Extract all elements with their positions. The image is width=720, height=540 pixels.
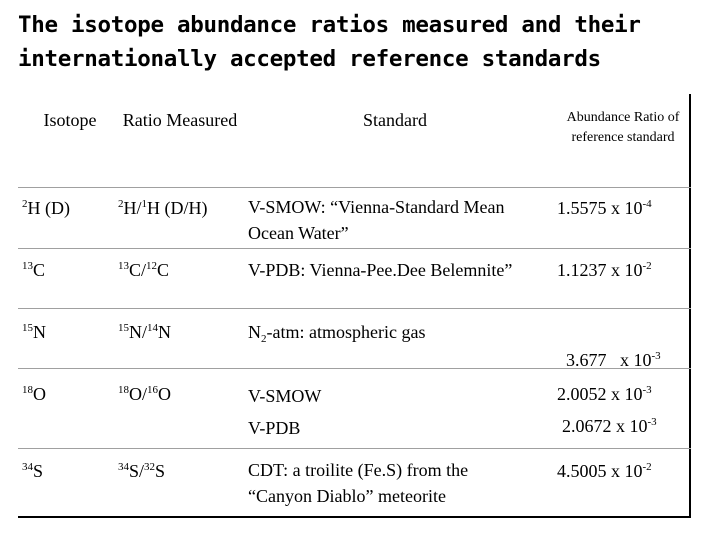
mass-number: 15 [118, 322, 129, 334]
table-row-3-abundance [557, 318, 661, 377]
isotope-symbol: N [33, 322, 46, 342]
table-row-5-isotope [22, 457, 43, 488]
abundance-value: 2.0052 x 10 [557, 384, 643, 404]
abundance-value: 4.5005 x 10 [557, 461, 643, 481]
ratio-denominator: S [155, 461, 166, 481]
mass-number: 13 [22, 260, 33, 272]
abundance-exponent: -3 [642, 384, 652, 396]
page-title [18, 8, 718, 76]
header-standard: Standard [363, 110, 427, 130]
isotope-symbol: O [33, 384, 46, 404]
table-row-4-abundance-2 [562, 412, 657, 443]
table-row-4-abundance [557, 380, 652, 411]
ratio-denominator: H (D/H) [147, 198, 208, 218]
table-row-3-standard [248, 318, 425, 349]
standard-line: Ocean Water” [248, 223, 349, 243]
row-divider [18, 248, 691, 249]
row-divider [18, 308, 691, 309]
title-line-2: internationally accepted reference standards [18, 46, 601, 72]
ratio-numerator: S/ [129, 461, 145, 481]
ratio-denominator: C [157, 260, 170, 280]
standard-line: V-PDB [248, 418, 301, 438]
ratio-numerator: N/ [129, 322, 147, 342]
mass-number: 14 [147, 322, 158, 334]
header-ratio: Ratio Measured [122, 110, 238, 130]
ratio-denominator: O [158, 384, 171, 404]
table-row-3-isotope [22, 318, 46, 349]
table-row-1-ratio [118, 194, 208, 225]
table-row-5-abundance [557, 457, 652, 488]
mass-number: 18 [22, 384, 33, 396]
standard-line: V-SMOW: “Vienna-Standard Mean [248, 197, 505, 217]
standard-formula: N [248, 322, 261, 342]
mass-number: 34 [118, 461, 129, 473]
mass-number: 34 [22, 461, 33, 473]
row-divider [18, 187, 691, 188]
table-row-2-abundance [557, 256, 652, 287]
abundance-value: 1.5575 x 10 [557, 198, 643, 218]
standard-line: -atm: atmospheric gas [266, 322, 426, 342]
table-row-1-standard [248, 194, 505, 246]
mass-number: 32 [144, 461, 156, 473]
abundance-value: 1.1237 x 10 [557, 260, 643, 280]
mass-number: 18 [118, 384, 129, 396]
ratio-numerator: C/ [129, 260, 147, 280]
mass-number: 15 [22, 322, 33, 334]
mass-number: 13 [118, 260, 129, 272]
mass-number: 12 [146, 260, 158, 272]
table-row-3-ratio [118, 318, 171, 349]
isotope-symbol: H (D) [27, 198, 70, 218]
mass-number: 2 [22, 198, 28, 210]
abundance-exponent: -3 [651, 350, 661, 362]
table-row-1-isotope [22, 194, 70, 225]
abundance-value: 2.0672 x 10 [562, 416, 648, 436]
table-row-4-ratio [118, 380, 171, 411]
ratio-numerator: O/ [129, 384, 147, 404]
standard-subscript: 2 [261, 333, 267, 345]
title-line-1: The isotope abundance ratios measured and their [18, 12, 641, 38]
isotope-symbol: S [33, 461, 44, 481]
table-row-4-isotope [22, 380, 46, 411]
table-row-2-isotope [22, 256, 45, 287]
standard-line: V-SMOW [248, 386, 322, 406]
table-row-5-standard [248, 457, 468, 509]
row-divider [18, 448, 691, 449]
standard-line: V-PDB: Vienna-Pee.Dee Belemnite” [248, 260, 513, 280]
abundance-exponent: -3 [647, 416, 657, 428]
abundance-exponent: -2 [642, 461, 652, 473]
abundance-exponent: -2 [642, 260, 652, 272]
ratio-numerator: H/ [123, 198, 142, 218]
standard-line: CDT: a troilite (Fe.S) from the [248, 460, 469, 480]
mass-number: 2 [118, 198, 124, 210]
header-isotope: Isotope [43, 110, 97, 130]
table-row-5-ratio [118, 457, 165, 488]
standard-line: “Canyon Diablo” meteorite [248, 486, 446, 506]
table-row-2-ratio [118, 256, 169, 287]
table-row-4-standard [248, 380, 321, 444]
abundance-value: 3.677 x 10 [566, 350, 652, 370]
table-frame [18, 94, 691, 518]
table-row-1-abundance [557, 194, 652, 225]
ratio-denominator: N [158, 322, 171, 342]
isotope-symbol: C [33, 260, 46, 280]
mass-number: 1 [141, 198, 147, 210]
table-row-2-standard [248, 256, 512, 284]
mass-number: 16 [147, 384, 158, 396]
abundance-exponent: -4 [642, 198, 652, 210]
header-abundance: Abundance Ratio of reference standard [566, 110, 680, 145]
